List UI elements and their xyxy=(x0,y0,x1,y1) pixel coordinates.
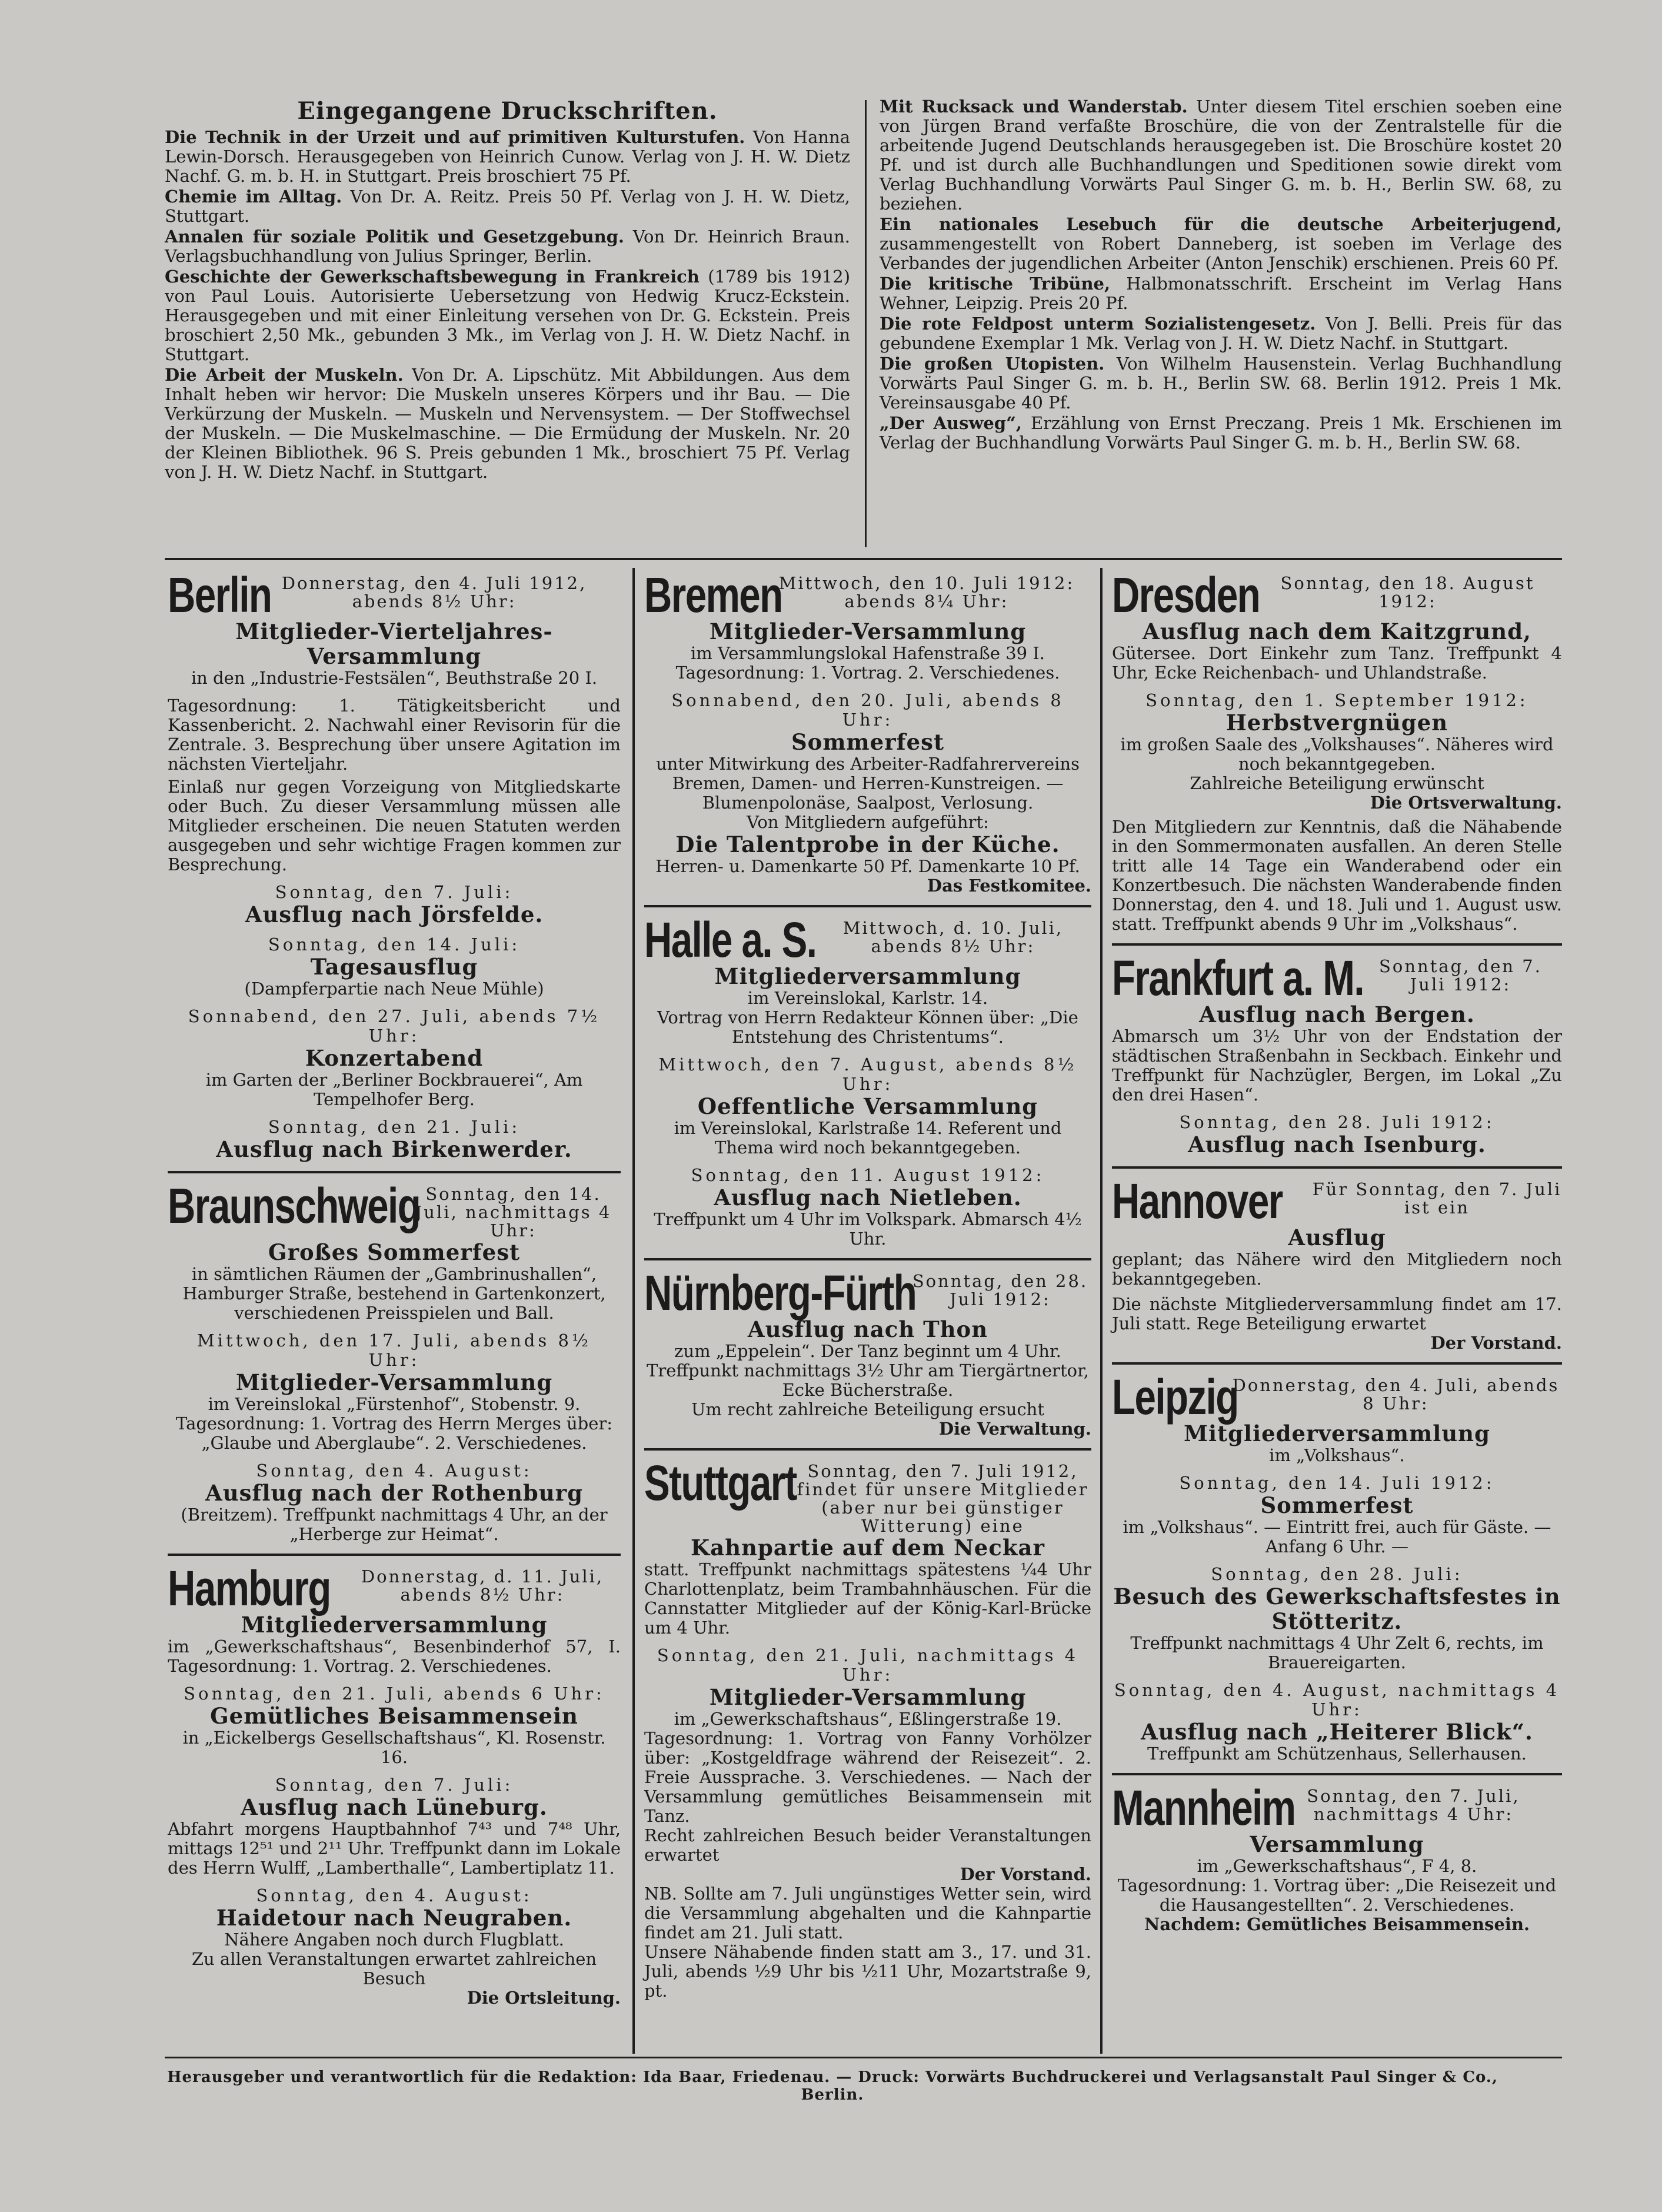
city-name: Braunschweig xyxy=(168,1178,421,1233)
signature: Die Ortsleitung. xyxy=(467,1988,621,2008)
ad-frankfurt xyxy=(1112,950,1562,1157)
event-place: in „Eickelbergs Gesellschaftshaus“, Kl. Rosenstr. 16. xyxy=(182,1728,606,1767)
publication-title: Mit Rucksack und Wanderstab. xyxy=(880,97,1188,117)
ad-divider xyxy=(1112,1166,1562,1169)
publication-details: Von Dr. Heinrich Braun. Verlagsbuchhandlung von Julius Springer, Berlin. xyxy=(165,227,850,266)
event-date: Donnerstag, den 4. Juli 1912, abends 8½ Uhr: xyxy=(281,573,587,611)
publication-title: Ein nationales Lesebuch für die deutsche Arbeiterjugend, xyxy=(880,214,1562,234)
event-title: Ausflug nach dem Kaitzgrund, xyxy=(1143,618,1531,644)
ad-hannover xyxy=(1112,1173,1562,1353)
publication-details: Halbmonatsschrift. Erscheint im Verlag Hans Wehner, Leipzig. Preis 20 Pf. xyxy=(880,274,1563,313)
publication-title: Die Arbeit der Muskeln. xyxy=(165,365,404,385)
publication-entry xyxy=(880,354,1562,413)
event-date: Mittwoch, den 10. Juli 1912: abends 8¼ Uhr: xyxy=(778,573,1075,611)
publications-heading: Eingegangene Druckschriften. xyxy=(297,97,718,125)
publication-details: Von J. Belli. Preis für das gebundene Exemplar 1 Mk. Verlag von J. H. W. Dietz Nachf. in Stuttgart. xyxy=(880,314,1562,353)
event-title: Oeffentliche Versammlung xyxy=(697,1093,1038,1119)
event-place: im „Volkshaus“. xyxy=(1269,1445,1405,1465)
event-date: Sonntag, den 7. Juli: xyxy=(275,882,514,902)
event-title: Herbstvergnügen xyxy=(1225,710,1448,736)
column-2 xyxy=(644,567,1091,2001)
city-name: Leipzig xyxy=(1112,1369,1238,1425)
event-text: Gütersee. Dort Einkehr zum Tanz. Treffpunkt 4 Uhr, Ecke Reichenbach- und Uhlandstraße. xyxy=(1112,643,1562,683)
city-name: Halle a. S. xyxy=(644,912,817,967)
event-text: zum „Eppelein“. Der Tanz beginnt um 4 Uhr. Treffpunkt nachmittags 3½ Uhr am Tiergärtnertor, Ecke Bücherstraße. xyxy=(647,1341,1089,1400)
publication-entry xyxy=(880,414,1562,453)
city-name: Hamburg xyxy=(168,1561,331,1616)
signature: Die Ortsverwaltung. xyxy=(1370,793,1562,813)
event-date: Sonntag, den 28. Juli: xyxy=(1211,1564,1463,1584)
event-date: Sonntag, den 7. Juli 1912, findet für unsere Mitglieder (aber nur bei günstiger Witterung) eine xyxy=(797,1461,1089,1536)
city-name: Mannheim xyxy=(1112,1780,1295,1835)
event-title: Mitglieder-Versammlung xyxy=(235,1369,553,1395)
talk: Vortrag von Herrn Redakteur Können über: „Die Entstehung des Christentums“. xyxy=(657,1007,1078,1047)
event-title: Kahnpartie auf dem Neckar xyxy=(691,1535,1045,1561)
event-title: Mitgliederversammlung xyxy=(1184,1421,1490,1446)
publication-entry xyxy=(165,365,850,482)
top-column-divider xyxy=(865,100,867,547)
event-note: (Dampferpartie nach Neue Mühle) xyxy=(244,979,544,999)
column-divider-2 xyxy=(1100,568,1103,2054)
event-title: Die Talentprobe in der Küche. xyxy=(675,831,1060,857)
publication-entry xyxy=(165,128,850,186)
event-title: Ausflug nach Birkenwerder. xyxy=(216,1136,572,1162)
city-name: Berlin xyxy=(168,567,272,623)
event-date: Sonnabend, den 20. Juli, abends 8 Uhr: xyxy=(671,690,1064,730)
event-text: Abmarsch um 3½ Uhr von der Endstation der städtischen Straßenbahn in Seckbach. Einkehr und Treffpunkt für Nachzügler, Bergen, im Lokal „Zu den drei Hasen“. xyxy=(1112,1026,1562,1105)
event-date: Sonntag, den 7. Juli: xyxy=(275,1775,514,1795)
column-divider-1 xyxy=(632,568,635,2054)
publication-details: Von Hanna Lewin-Dorsch. Herausgegeben von Heinrich Cunow. Verlag von J. H. W. Dietz Nachf. G. m. b. H. in Stuttgart. Preis broschiert 75 Pf. xyxy=(165,127,851,186)
nb-note: NB. Sollte am 7. Juli ungünstiges Wetter sein, wird die Versammlung abgehalten und die Kahnpartie findet am 21. Juli statt. xyxy=(644,1884,1091,1942)
publication-title: Die großen Utopisten. xyxy=(880,354,1105,374)
city-name: Nürnberg-Fürth xyxy=(644,1265,917,1320)
publication-entry xyxy=(165,187,850,226)
column-3 xyxy=(1112,567,1562,1934)
publication-entry xyxy=(880,314,1562,353)
agenda: Tagesordnung: 1. Vortrag über: „Die Reisezeit und die Hausangestellten“. 2. Verschiedenes. xyxy=(1117,1875,1557,1915)
publication-title: „Der Ausweg“, xyxy=(880,413,1022,433)
ad-dresden xyxy=(1112,567,1562,934)
event-date: Sonntag, den 28. Juli 1912: xyxy=(1179,1112,1495,1132)
publication-title: Geschichte der Gewerkschaftsbewegung in Frankreich xyxy=(165,267,700,287)
ad-divider xyxy=(644,1258,1091,1260)
event-note: Zahlreiche Beteiligung erwünscht xyxy=(1190,773,1484,793)
event-date: Donnerstag, den 4. Juli, abends 8 Uhr: xyxy=(1232,1375,1560,1413)
event-title: Mitglieder-Versammlung xyxy=(709,618,1027,644)
event-title: Sommerfest xyxy=(791,729,945,755)
event-note: Recht zahlreichen Besuch beider Veranstaltungen erwartet xyxy=(644,1825,1091,1865)
event-place: im großen Saale des „Volkshauses“. Näheres wird noch bekanntgegeben. xyxy=(1120,734,1554,774)
event-date: Sonntag, den 7. Juli 1912: xyxy=(1379,956,1542,994)
ad-divider xyxy=(168,1554,621,1556)
event-date: Sonntag, den 4. August: xyxy=(256,1461,532,1481)
event-title: Ausflug nach Thon xyxy=(747,1316,988,1342)
city-name: Hannover xyxy=(1112,1173,1283,1229)
footer-divider xyxy=(165,2057,1562,2058)
event-date: Sonntag, den 4. August, nachmittags 4 Uhr: xyxy=(1114,1680,1560,1719)
event-note: (Breitzem). Treffpunkt nachmittags 4 Uhr, an der „Herberge zur Heimat“. xyxy=(181,1505,608,1544)
ad-divider xyxy=(1112,1773,1562,1775)
agenda: Tagesordnung: 1. Vortrag von Fanny Vorhölzer über: „Kostgeldfrage während der Reisezeit“. 2. Freie Aussprache. 3. Verschiedenes. — Nach der Versammlung gemütliches Beisammensein mit Tanz. xyxy=(644,1728,1091,1826)
publication-entry xyxy=(165,267,850,364)
price: Herren- u. Damenkarte 50 Pf. Damenkarte 10 Pf. xyxy=(655,856,1080,876)
ad-braunschweig xyxy=(168,1178,621,1544)
event-title: Ausflug nach Lüneburg. xyxy=(241,1794,548,1820)
event-title: Besuch des Gewerkschaftsfestes in Stötteritz. xyxy=(1113,1584,1561,1634)
event-date: Sonntag, den 4. August: xyxy=(256,1885,532,1905)
event-title: Tagesausflug xyxy=(310,954,478,980)
event-title: Ausflug xyxy=(1288,1225,1386,1250)
publications-left-column xyxy=(165,97,850,483)
event-note: Nähere Angaben noch durch Flugblatt. xyxy=(224,1930,564,1950)
event-date: Sonntag, den 18. August 1912: xyxy=(1280,573,1535,611)
ad-berlin xyxy=(168,567,621,1162)
event-date: Mittwoch, den 7. August, abends 8½ Uhr: xyxy=(658,1055,1077,1094)
event-place: im Vereinslokal, Karlstr. 14. xyxy=(747,988,988,1008)
city-name: Stuttgart xyxy=(644,1455,797,1511)
event-date: Sonntag, den 14. Juli 1912: xyxy=(1179,1473,1495,1493)
publication-details: zusammengestellt von Robert Danneberg, ist soeben im Verlage des Verbandes der jugendlichen Arbeiter (Anton Jenschik) erschienen. Preis 60 Pf. xyxy=(880,234,1562,273)
publication-title: Die rote Feldpost unterm Sozialistengesetz. xyxy=(880,314,1316,334)
event-date: Mittwoch, d. 10. Juli, abends 8½ Uhr: xyxy=(842,918,1064,956)
event-title: Haidetour nach Neugraben. xyxy=(216,1905,572,1931)
event-note: Um recht zahlreiche Beteiligung ersucht xyxy=(691,1399,1045,1419)
event-note: Zu allen Veranstaltungen erwartet zahlreichen Besuch xyxy=(191,1949,597,1988)
event-place: in den „Industrie-Festsälen“, Beuthstraße 20 I. xyxy=(191,668,598,688)
notice: Einlaß nur gegen Vorzeigung von Mitgliedskarte oder Buch. Zu dieser Versammlung müssen alle Mitglieder erscheinen. Die neuen Statuten werden ausgegeben und sehr wichtige Fragen kommen zur Besprechung. xyxy=(168,777,621,874)
publication-title: Die Technik in der Urzeit und auf primitiven Kulturstufen. xyxy=(165,127,745,147)
column-1 xyxy=(168,567,621,2008)
agenda: Tagesordnung: 1. Vortrag. 2. Verschiedenes. xyxy=(675,663,1060,683)
publication-details: Von Dr. A. Reitz. Preis 50 Pf. Verlag von J. H. W. Dietz, Stuttgart. xyxy=(165,187,850,226)
ad-mannheim xyxy=(1112,1780,1562,1934)
event-date: Sonntag, den 1. September 1912: xyxy=(1145,690,1528,710)
city-name: Bremen xyxy=(644,567,782,623)
publication-details: Unter diesem Titel erschien soeben eine von Jürgen Brand verfaßte Broschüre, die von der Zentralstelle für die arbeitende Jugend Deutschlands herausgegeben ist. Die Broschüre kostet 20 Pf. und ist durch alle Buchhandlungen und Speditionen sowie direkt vom Verlag Buchhandlung Vorwärts Paul Singer G. m. b. H., Berlin SW. 68, zu beziehen. xyxy=(880,97,1562,214)
event-note: Die nächste Mitgliederversammlung findet am 17. Juli statt. Rege Beteiligung erwartet xyxy=(1112,1294,1562,1333)
ad-divider xyxy=(644,905,1091,907)
agenda: Tagesordnung: 1. Tätigkeitsbericht und Kassenbericht. 2. Nachwahl einer Revisorin für die Zentrale. 3. Besprechung über unsere Agitation im nächsten Vierteljahr. xyxy=(168,696,621,774)
event-date: Sonntag, den 14. Juli, nachmittags 4 Uhr: xyxy=(415,1184,612,1240)
event-note: Abfahrt morgens Hauptbahnhof 7⁴³ und 7⁴⁸ Uhr, mittags 12⁵¹ und 2¹¹ Uhr. Treffpunkt dann im Lokale des Herrn Wulff, „Lamberthalle“, Lambertiplatz 11. xyxy=(168,1819,621,1878)
publication-entry xyxy=(880,97,1562,214)
ad-halle xyxy=(644,912,1091,1249)
imprint: Herausgeber und verantwortlich für die Redaktion: Ida Baar, Friedenau. — Druck: Vorwärts Buchdruckerei und Verlagsanstalt Paul Singer & Co., Berlin. xyxy=(166,2068,1498,2104)
event-title: Mitglieder-Versammlung xyxy=(709,1684,1027,1710)
event-place: im „Gewerkschaftshaus“, Eßlingerstraße 19. xyxy=(674,1709,1062,1729)
signature: Die Verwaltung. xyxy=(939,1419,1091,1439)
event-text: statt. Treffpunkt nachmittags spätestens ¼4 Uhr Charlottenplatz, beim Trambahnhäuschen. Für die Cannstatter Mitglieder auf der König-Karl-Brücke um 4 Uhr. xyxy=(644,1559,1091,1638)
signature: Der Vorstand. xyxy=(1430,1333,1562,1353)
agenda: Tagesordnung: 1. Vortrag des Herrn Merges über: „Glaube und Aberglaube“. 2. Verschiedenes. xyxy=(175,1413,613,1453)
event-title: Ausflug nach Jörsfelde. xyxy=(245,902,544,927)
event-date: Donnerstag, d. 11. Juli, abends 8½ Uhr: xyxy=(361,1566,604,1605)
publication-title: Annalen für soziale Politik und Gesetzgebung. xyxy=(165,227,625,247)
section-divider xyxy=(165,558,1562,560)
event-note: Treffpunkt am Schützenhaus, Sellerhausen. xyxy=(1147,1744,1527,1764)
event-date: Sonntag, den 14. Juli: xyxy=(268,934,521,954)
event-title: Konzertabend xyxy=(305,1045,484,1071)
publication-title: Die kritische Tribüne, xyxy=(880,274,1111,294)
publication-title: Chemie im Alltag. xyxy=(165,187,342,207)
publication-entry xyxy=(880,215,1562,273)
event-date: Sonntag, den 21. Juli: xyxy=(268,1117,521,1137)
event-title: Sommerfest xyxy=(1260,1492,1414,1518)
event-note: Treffpunkt um 4 Uhr im Volkspark. Abmarsch 4½ Uhr. xyxy=(654,1209,1082,1249)
ad-bremen xyxy=(644,567,1091,896)
event-text: unter Mitwirkung des Arbeiter-Radfahrervereins Bremen, Damen- und Herren-Kunstreigen. — Blumenpolonäse, Saalpost, Verlosung. xyxy=(655,754,1080,813)
ad-divider xyxy=(168,1171,621,1173)
event-title: Versammlung xyxy=(1250,1831,1424,1857)
event-note: im „Volkshaus“. — Eintritt frei, auch für Gäste. — Anfang 6 Uhr. — xyxy=(1123,1517,1551,1556)
event-place: im Vereinslokal „Fürstenhof“, Stobenstr. 9. xyxy=(208,1394,581,1414)
city-name: Frankfurt a. M. xyxy=(1112,950,1364,1006)
event-place: im „Gewerkschaftshaus“, F 4, 8. xyxy=(1197,1856,1477,1876)
publication-details: Von Wilhelm Hausenstein. Verlag Buchhandlung Vorwärts Paul Singer G. m. b. H., Berlin SW. 68. Berlin 1912. Preis 1 Mk. Vereinsausgabe 40 Pf. xyxy=(880,354,1563,413)
ad-stuttgart xyxy=(644,1455,1091,2001)
event-text: im „Gewerkschaftshaus“, Besenbinderhof 57, I. Tagesordnung: 1. Vortrag. 2. Verschiedenes. xyxy=(168,1636,621,1676)
event-text: geplant; das Nähere wird den Mitgliedern noch bekanntgegeben. xyxy=(1112,1249,1562,1289)
event-title: Ausflug nach der Rothenburg xyxy=(205,1480,584,1506)
event-note: Nachdem: Gemütliches Beisammensein. xyxy=(1144,1914,1530,1934)
event-date: Sonntag, den 21. Juli, nachmittags 4 Uhr: xyxy=(657,1645,1079,1685)
ad-hamburg xyxy=(168,1561,621,2008)
event-date: Sonntag, den 21. Juli, abends 6 Uhr: xyxy=(184,1684,605,1704)
event-date: Sonntag, den 11. August 1912: xyxy=(691,1165,1045,1185)
event-date: Für Sonntag, den 7. Juli ist ein xyxy=(1312,1179,1562,1218)
signature: Der Vorstand. xyxy=(960,1864,1091,1884)
event-title: Mitgliederversammlung xyxy=(714,963,1021,989)
event-text: in sämtlichen Räumen der „Gambrinushallen“, Hamburger Straße, bestehend in Gartenkonzert, verschiedenen Preisspielen und Ball. xyxy=(182,1264,606,1323)
event-note: Unsere Nähabende finden statt am 3., 17. und 31. Juli, abends ½9 Uhr bis ½11 Uhr, Mozartstraße 9, pt. xyxy=(644,1942,1091,2001)
event-title: Mitglieder-Vierteljahres-Versammlung xyxy=(235,618,553,669)
event-note: Den Mitgliedern zur Kenntnis, daß die Nähabende in den Sommermonaten ausfallen. An deren Stelle tritt alle 14 Tage ein Wanderabend oder ein Konzertbesuch. Die nächsten Wanderabende finden Donnerstag, den 4. und 18. Juli und 1. August usw. statt. Treffpunkt abends 9 Uhr im „Volkshaus“. xyxy=(1112,817,1562,934)
ad-divider xyxy=(1112,943,1562,946)
event-title: Großes Sommerfest xyxy=(268,1239,521,1265)
ad-nuernberg-fuerth xyxy=(644,1265,1091,1439)
publication-entry xyxy=(880,274,1562,313)
ad-divider xyxy=(644,1448,1091,1451)
event-date: Mittwoch, den 17. Juli, abends 8½ Uhr: xyxy=(196,1330,592,1370)
event-place: im Versammlungslokal Hafenstraße 39 I. xyxy=(690,643,1045,663)
publication-details: Von Dr. A. Lipschütz. Mit Abbildungen. Aus dem Inhalt heben wir hervor: Die Muskeln unseres Körpers und ihr Bau. — Die Verkürzung der Muskeln. — Muskeln und Nervensystem. — Der Stoffwechsel der Muskeln. — Die Muskelmaschine. — Die Ermüdung der Muskeln. Nr. 20 der Kleinen Bibliothek. 96 S. Preis gebunden 1 Mk., broschiert 75 Pf. Verlag von J. H. W. Dietz Nachf. in Stuttgart. xyxy=(165,365,850,482)
event-place: im Garten der „Berliner Bockbrauerei“, Am Tempelhofer Berg. xyxy=(205,1070,583,1109)
publication-entry xyxy=(165,227,850,266)
event-note: Von Mitgliedern aufgeführt: xyxy=(747,812,989,832)
event-place: im Vereinslokal, Karlstraße 14. Referent und Thema wird noch bekanntgegeben. xyxy=(674,1118,1062,1157)
city-name: Dresden xyxy=(1112,567,1260,623)
event-date: Sonnabend, den 27. Juli, abends 7½ Uhr: xyxy=(188,1006,601,1046)
event-date: Sonntag, den 28. Juli 1912: xyxy=(912,1271,1088,1309)
event-title: Ausflug nach Nietleben. xyxy=(714,1185,1022,1210)
event-title: Ausflug nach „Heiterer Blick“. xyxy=(1141,1719,1533,1745)
publications-right-column xyxy=(880,97,1562,454)
signature: Das Festkomitee. xyxy=(927,876,1091,896)
event-date: Sonntag, den 7. Juli, nachmittags 4 Uhr: xyxy=(1307,1786,1520,1824)
publication-details: (1789 bis 1912) von Paul Louis. Autorisierte Uebersetzung von Hedwig Krucz-Eckstein. Herausgegeben und mit einer Einleitung versehen von Dr. G. Eckstein. Preis broschiert 2,50 Mk., gebunden 3 Mk., im Verlag von J. H. W. Dietz Nachf. in Stuttgart. xyxy=(165,267,851,364)
event-title: Gemütliches Beisammensein xyxy=(210,1703,578,1729)
ad-leipzig xyxy=(1112,1369,1562,1764)
event-note: Treffpunkt nachmittags 4 Uhr Zelt 6, rechts, im Brauereigarten. xyxy=(1130,1633,1544,1672)
event-title: Mitgliederversammlung xyxy=(241,1612,548,1638)
ad-divider xyxy=(1112,1362,1562,1365)
publication-details: Erzählung von Ernst Preczang. Preis 1 Mk. Erschienen im Verlag der Buchhandlung Vorwärts Paul Singer G. m. b. H., Berlin SW. 68. xyxy=(880,413,1562,453)
event-title: Ausflug nach Isenburg. xyxy=(1188,1132,1486,1157)
event-title: Ausflug nach Bergen. xyxy=(1199,1002,1475,1027)
